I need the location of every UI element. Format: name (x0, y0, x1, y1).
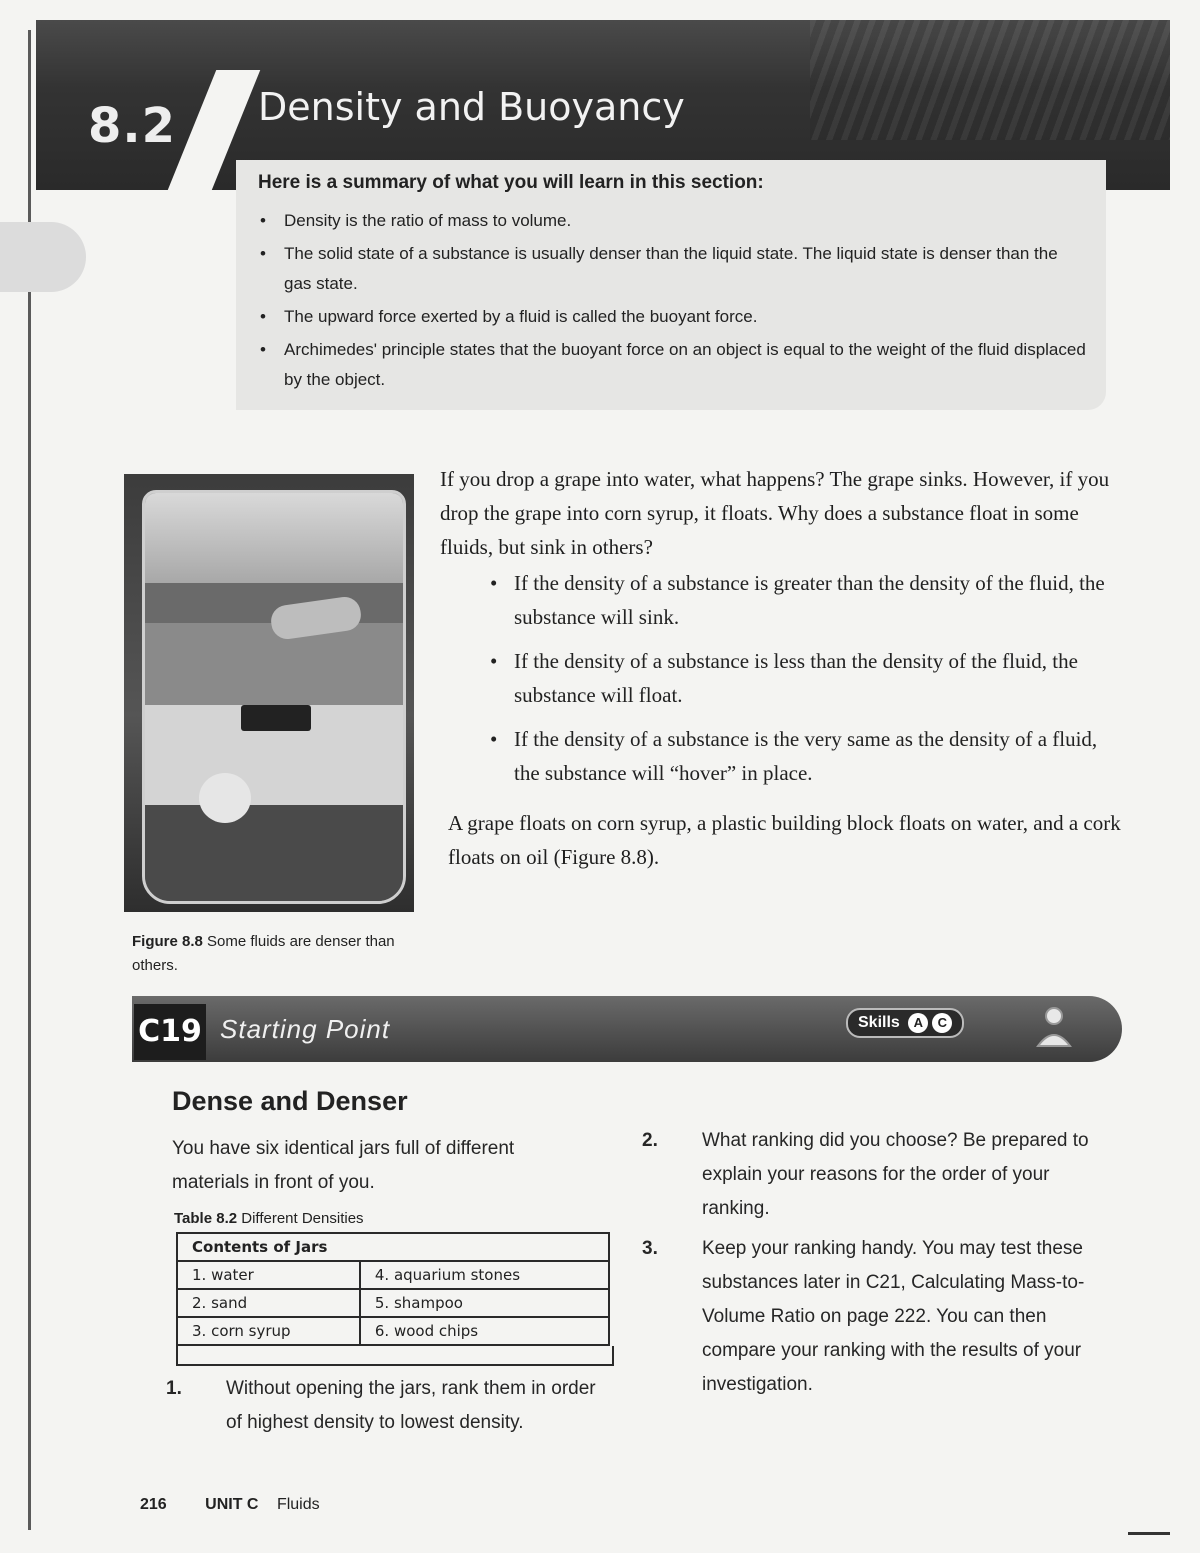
person-icon (1030, 1002, 1078, 1050)
oil-layer (145, 623, 403, 705)
summary-item: • The solid state of a substance is usually denser than the liquid state. The liquid state is denser than the gas state. (258, 239, 1088, 299)
question-number: 1. (166, 1378, 182, 1399)
summary-list (258, 206, 1088, 398)
densities-table (176, 1232, 610, 1346)
table-row (177, 1289, 609, 1317)
table-row (177, 1317, 609, 1345)
summary-item: • Archimedes' principle states that the buoyant force on an object is equal to the weight of the fluid displaced by the object. (258, 335, 1088, 395)
skill-c-icon: C (932, 1013, 952, 1033)
density-rule: • If the density of a substance is the very same as the density of a fluid, the substance will “hover” in place. (486, 722, 1106, 790)
figure-caption (132, 930, 402, 978)
jar-illustration (142, 490, 406, 904)
summary-heading: Here is a summary of what you will learn in this section: (258, 172, 764, 193)
figure-label: Figure 8.8 (132, 933, 203, 950)
question-3 (642, 1232, 1092, 1402)
unit-title: Fluids (276, 1496, 320, 1513)
question-text: Keep your ranking handy. You may test these substances later in C21, Calculating Mass-to-Volume Ratio on page 222. You can then compare your ranking with the results of your investigation. (702, 1238, 1085, 1395)
table-label: Table 8.2 (174, 1210, 238, 1227)
table-caption (174, 1210, 364, 1227)
table-cell: 1. water (177, 1261, 360, 1289)
skills-label: Skills (858, 1014, 900, 1031)
activity-type: Starting Point (220, 1014, 391, 1044)
question-text: Without opening the jars, rank them in order of highest density to lowest density. (226, 1378, 596, 1433)
unit-label: UNIT C (205, 1496, 259, 1513)
summary-item: • Density is the ratio of mass to volume. (258, 206, 1088, 236)
grape (199, 773, 251, 823)
section-number: 8.2 (88, 98, 177, 154)
table-header-row (177, 1233, 609, 1261)
question-1 (166, 1372, 616, 1440)
question-text: What ranking did you choose? Be prepared to explain your reasons for the order of your ranking. (702, 1130, 1089, 1219)
activity-heading: Dense and Denser (172, 1086, 408, 1116)
density-rules-list (486, 566, 1106, 800)
intro-paragraph: If you drop a grape into water, what happens? The grape sinks. However, if you drop the grape into corn syrup, it floats. Why does a substance float in some fluids, but sink in others? (440, 467, 1110, 559)
question-2 (642, 1124, 1092, 1226)
summary-item: • The upward force exerted by a fluid is called the buoyant force. (258, 302, 1088, 332)
question-number: 2. (642, 1130, 658, 1151)
jar-rim (145, 493, 403, 583)
table-cell: 5. shampoo (360, 1289, 609, 1317)
density-rule: • If the density of a substance is less than the density of the fluid, the substance will float. (486, 644, 1106, 712)
building-block (241, 705, 311, 731)
table-cell: 3. corn syrup (177, 1317, 360, 1345)
page-footer (140, 1496, 320, 1514)
density-rule: • If the density of a substance is greater than the density of the fluid, the substance will sink. (486, 566, 1106, 634)
activity-code: C19 (134, 1004, 206, 1060)
table-cell: 6. wood chips (360, 1317, 609, 1345)
table-header: Contents of Jars (177, 1233, 609, 1261)
figure-caption-text: Some fluids are denser than others. (132, 933, 395, 974)
skill-a-icon: A (908, 1013, 928, 1033)
table-row (177, 1261, 609, 1289)
skills-badge (846, 1008, 964, 1038)
page-edge-tab (0, 222, 86, 292)
page-number: 216 (140, 1496, 167, 1513)
corn-syrup-layer (145, 805, 403, 901)
table-cell: 2. sand (177, 1289, 360, 1317)
activity-intro: You have six identical jars full of different materials in front of you. (172, 1138, 515, 1193)
section-title: Density and Buoyancy (258, 85, 685, 129)
table-caption-text: Different Densities (241, 1210, 364, 1227)
corner-rule (1128, 1532, 1170, 1535)
table-cell: 4. aquarium stones (360, 1261, 609, 1289)
question-number: 3. (642, 1238, 658, 1259)
outro-paragraph: A grape floats on corn syrup, a plastic building block floats on water, and a cork floats on oil (Figure 8.8). (448, 811, 1121, 869)
table-bottom-border (176, 1346, 614, 1366)
